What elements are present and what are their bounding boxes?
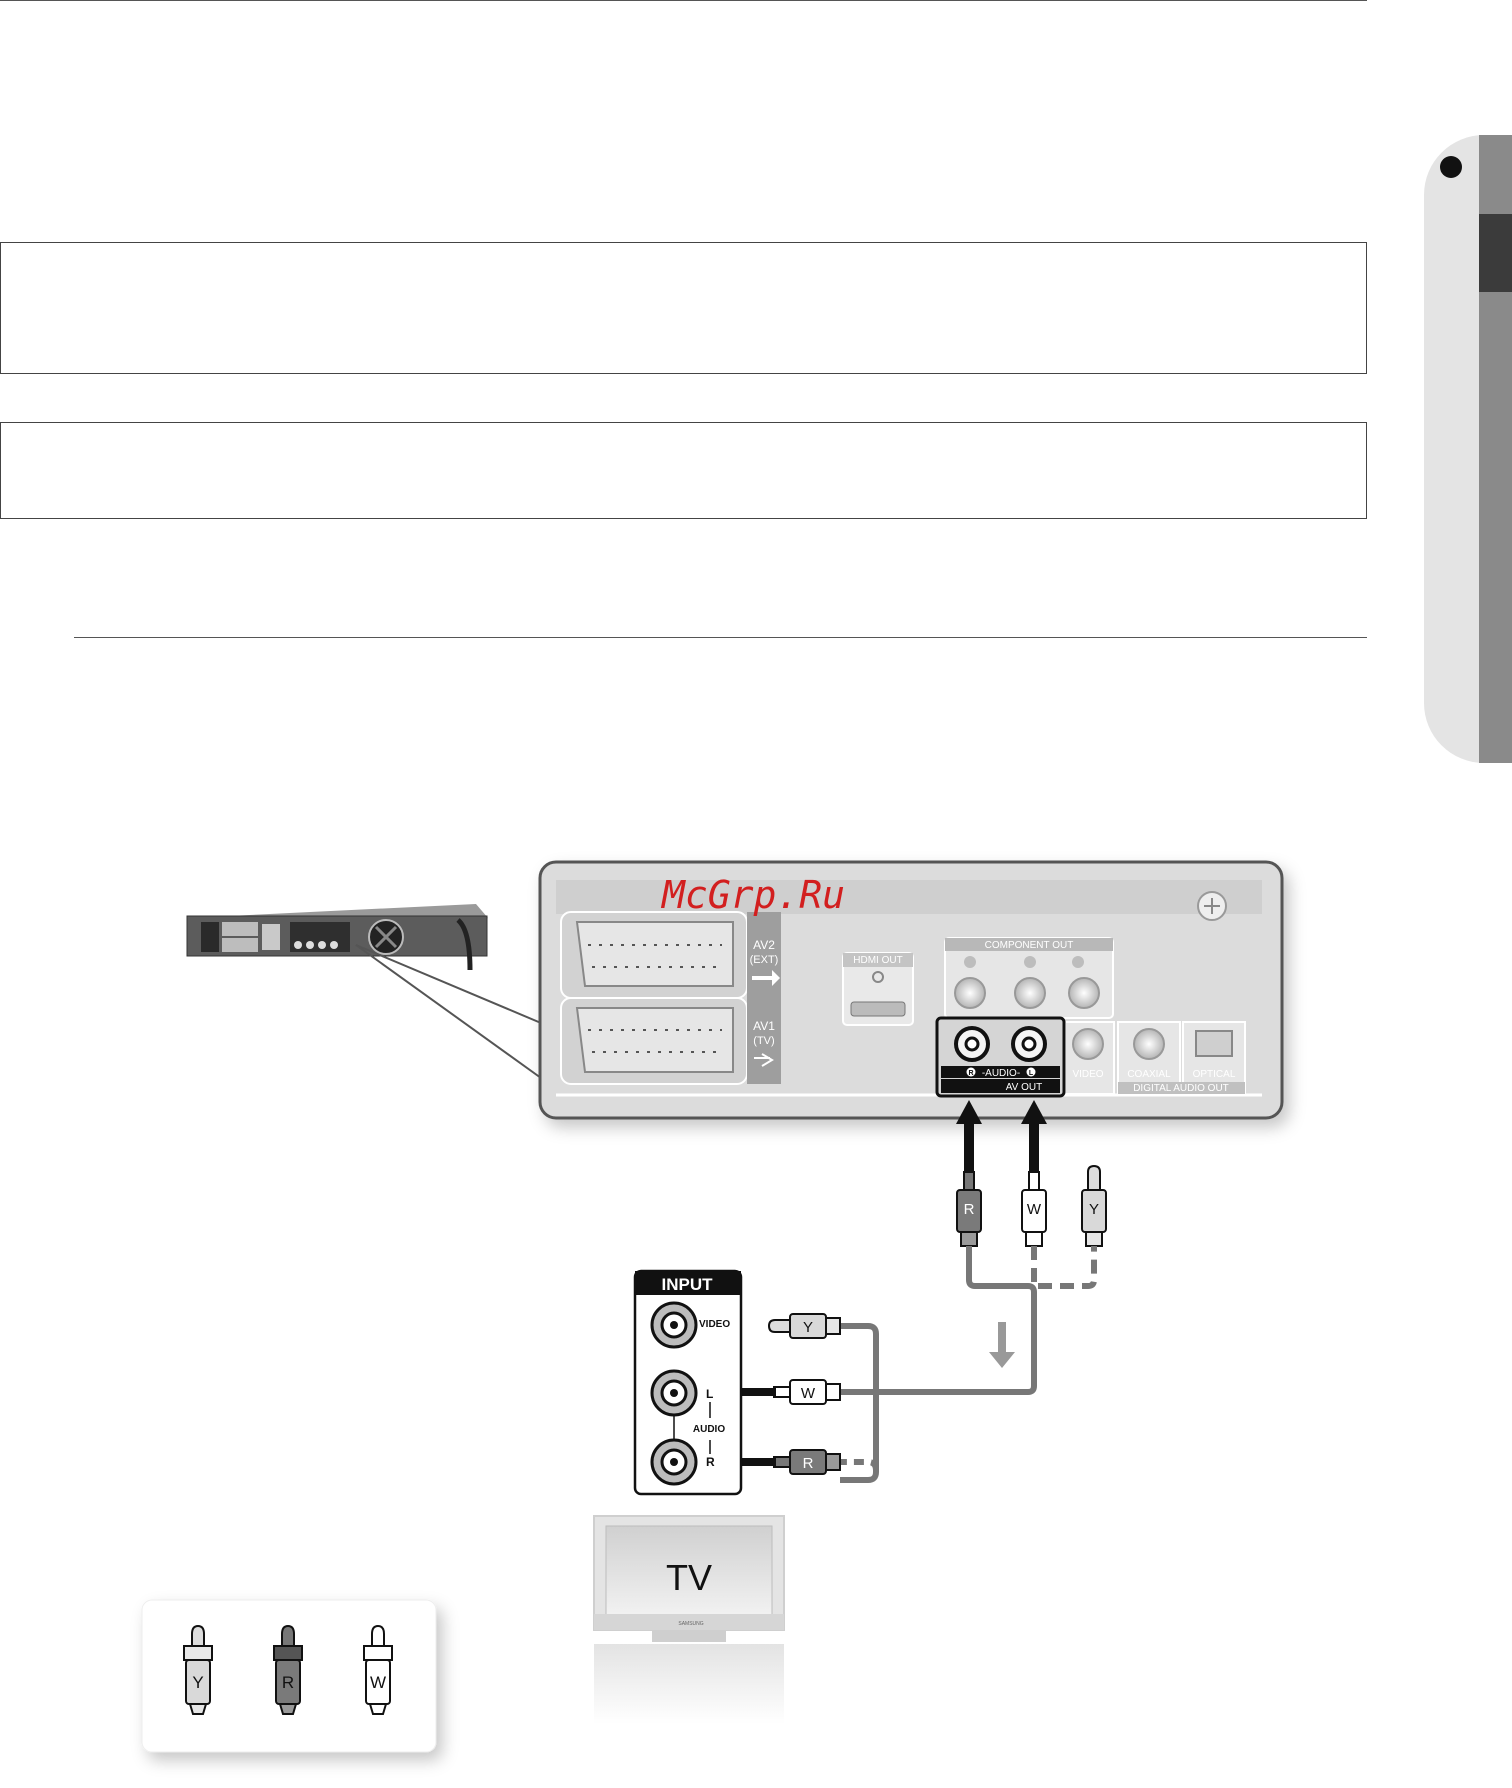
- av-out-label: AV OUT: [1005, 1082, 1043, 1093]
- digital-audio-out-label: DIGITAL AUDIO OUT: [1133, 1083, 1229, 1094]
- tv-plug-red-letter: R: [802, 1455, 814, 1472]
- tv-plug-yellow-letter: Y: [802, 1319, 814, 1336]
- tv-input-panel: [635, 1271, 741, 1494]
- audio-r-marker: R: [968, 1070, 974, 1077]
- legend-plug-yellow-letter: Y: [192, 1673, 204, 1692]
- scart-av2-connector: [561, 912, 781, 998]
- tv-set: [594, 1516, 784, 1724]
- tv-input-r-label: R: [706, 1455, 715, 1469]
- tv-input-video-label: VIDEO: [699, 1319, 731, 1330]
- component-out-label: COMPONENT OUT: [984, 940, 1074, 951]
- av1-sub-label: (TV): [753, 1035, 775, 1047]
- av2-label: AV2: [753, 938, 775, 952]
- optical-label: OPTICAL: [1192, 1069, 1236, 1080]
- av1-label: AV1: [753, 1019, 775, 1033]
- video-label: VIDEO: [1072, 1069, 1104, 1080]
- watermark: McGrp.Ru: [662, 873, 846, 917]
- cable-plug-yellow-letter: Y: [1088, 1201, 1100, 1218]
- tv-brand: SAMSUNG: [678, 1621, 704, 1627]
- coaxial-label: COAXIAL: [1127, 1069, 1171, 1080]
- legend-plug-red-letter: R: [281, 1673, 295, 1692]
- audio-label: -AUDIO-: [981, 1068, 1021, 1079]
- tv-plug-white-letter: W: [800, 1385, 816, 1402]
- cable-plug-white-letter: W: [1026, 1201, 1042, 1218]
- cable-plug-red-letter: R: [963, 1201, 975, 1218]
- legend-plug-white-letter: W: [369, 1673, 387, 1692]
- av-out-audio-highlight: [937, 1018, 1064, 1096]
- hdmi-out-label: HDMI OUT: [853, 955, 903, 966]
- av2-sub-label: (EXT): [749, 954, 779, 966]
- player-rear-thumbnail: [187, 904, 488, 970]
- rear-panel-zoom: [540, 862, 1282, 1118]
- scart-av1-connector: [561, 998, 781, 1084]
- tv-label: TV: [665, 1557, 713, 1598]
- audio-l-marker: L: [1028, 1070, 1034, 1077]
- arrow-down-icon: [989, 1322, 1015, 1368]
- tv-input-l-label: L: [706, 1387, 714, 1401]
- tv-input-audio-label: AUDIO: [692, 1424, 726, 1435]
- tv-input-title: INPUT: [661, 1275, 713, 1294]
